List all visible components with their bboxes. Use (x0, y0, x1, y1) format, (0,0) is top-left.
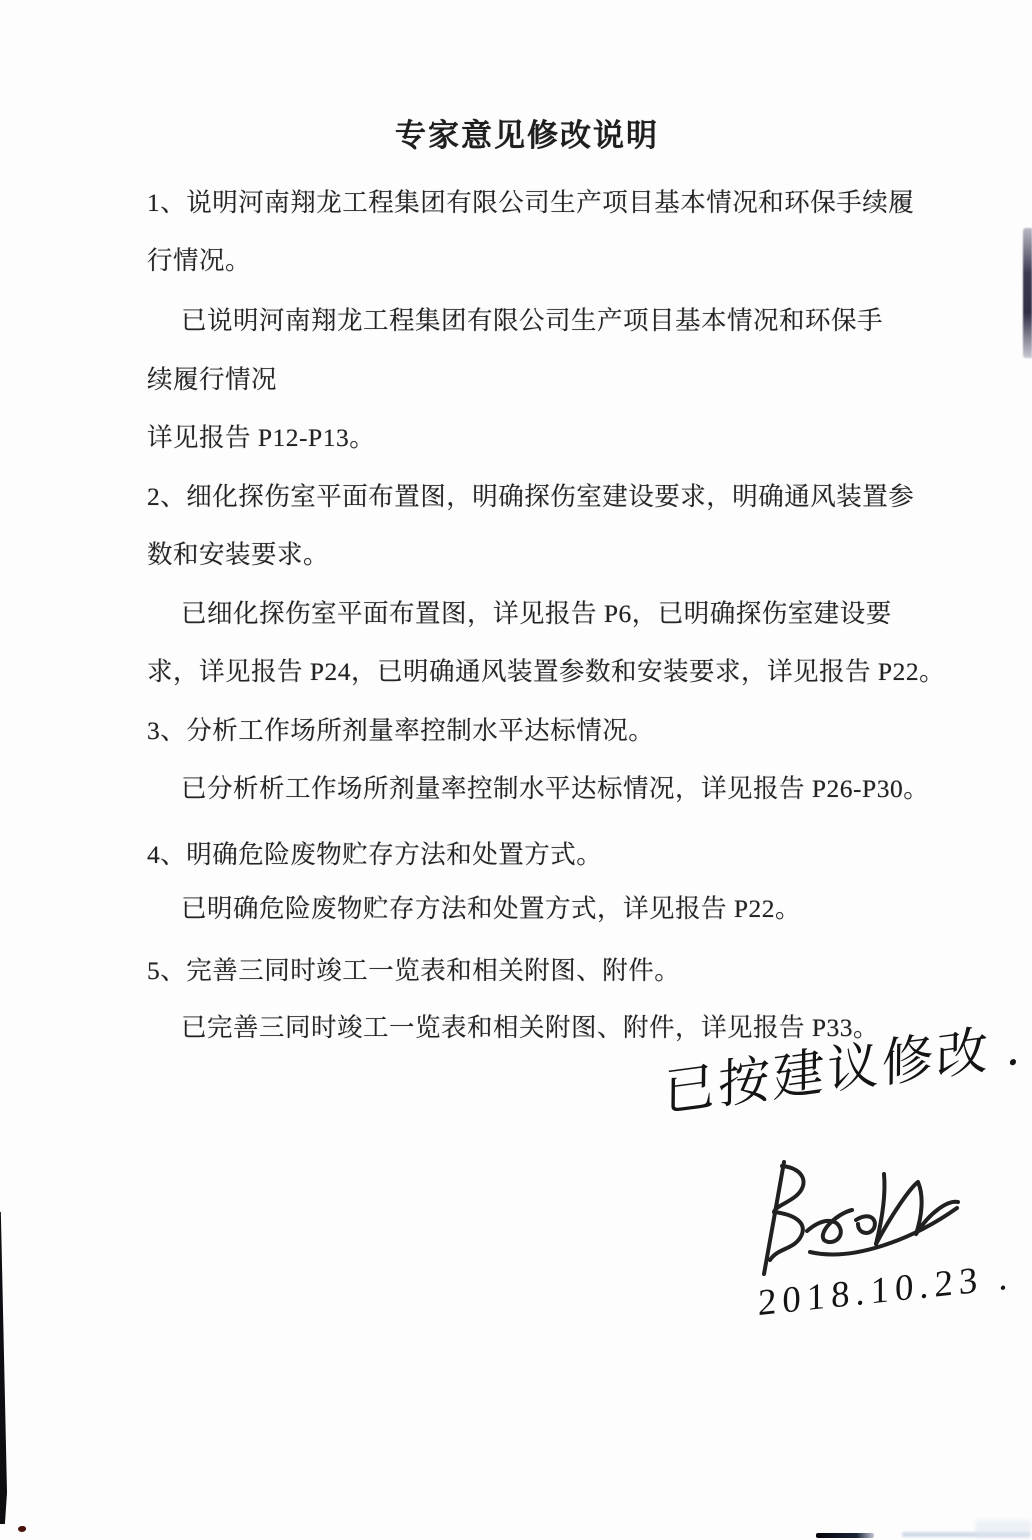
scan-smudge-right-edge (1023, 228, 1032, 358)
text-line: 已完善三同时竣工一览表和相关附图、附件，详见报告 P33。 (181, 1013, 880, 1042)
text-line: 1、说明河南翔龙工程集团有限公司生产项目基本情况和环保手续履 (147, 188, 915, 217)
text-line: 5、完善三同时竣工一览表和相关附图、附件。 (147, 956, 681, 985)
scan-smudge-bottom-right (975, 1520, 1032, 1538)
handwritten-date: 2018.10.23 . (758, 1256, 1014, 1325)
handwritten-note: 已按建议修改 . (663, 1017, 1023, 1123)
text-line: 3、分析工作场所剂量率控制水平达标情况。 (147, 716, 655, 745)
text-line: 已明确危险废物贮存方法和处置方式，详见报告 P22。 (181, 894, 802, 923)
scan-shadow-left-edge (0, 1212, 7, 1524)
text-line: 数和安装要求。 (147, 540, 330, 569)
text-line: 续履行情况 (147, 365, 278, 394)
text-line: 已细化探伤室平面布置图，详见报告 P6，已明确探伤室建设要 (181, 599, 892, 628)
text-line: 已分析析工作场所剂量率控制水平达标情况，详见报告 P26-P30。 (181, 774, 930, 803)
text-line: 详见报告 P12-P13。 (147, 423, 376, 452)
ink-dot-bottom-left (18, 1526, 26, 1532)
scan-streak-bottom-edge (816, 1533, 874, 1538)
text-line: 2、细化探伤室平面布置图，明确探伤室建设要求，明确通风装置参 (147, 482, 915, 511)
document-title: 专家意见修改说明 (395, 118, 659, 153)
text-line: 已说明河南翔龙工程集团有限公司生产项目基本情况和环保手 (181, 306, 884, 335)
text-line: 行情况。 (147, 246, 252, 275)
text-line: 求，详见报告 P24，已明确通风装置参数和安装要求，详见报告 P22。 (147, 657, 946, 686)
text-line: 4、明确危险废物贮存方法和处置方式。 (147, 840, 603, 869)
